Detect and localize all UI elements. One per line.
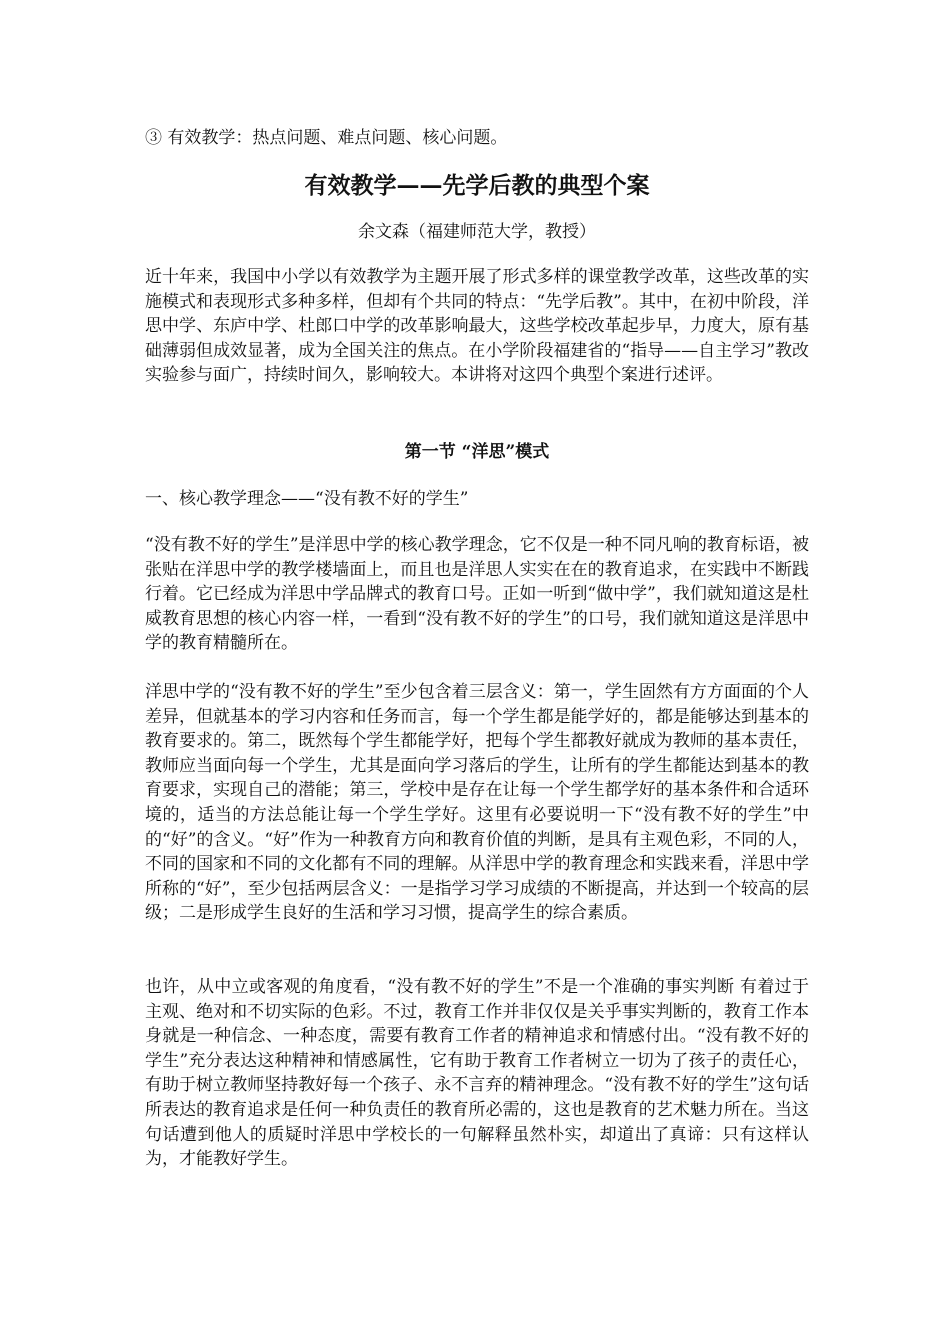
article-title: 有效教学——先学后教的典型个案 xyxy=(304,172,650,199)
paragraph-meanings: 洋思中学的“没有教不好的学生”至少包含着三层含义：第一，学生固然有方方面面的个人差异，但就基本的学习内容和任务而言，每一个学生都是能学好的，都是能够达到基本的教育要求的。第二，既然每个学生都能学好，把每个学生都教好就成为教师的基本责任，教师应当面向每一个学生，尤其是面向学习落后的学生，让所有的学生都能达到基本的教育要求，实现自己的潜能；第三，学校中是存在让每一个学生都学好的基本条件和合适环境的，适当的方法总能让每一个学生学好。这里有必要说明一下“没有教不好的学生”中的“好”的含义。“好”作为一种教育方向和教育价值的判断，是具有主观色彩，不同的人，不同的国家和不同的文化都有不同的理解。从洋思中学的教育理念和实践来看，洋思中学所称的“好”，至少包括两层含义：一是指学习学习成绩的不断提高，并达到一个较高的层级；二是形成学生良好的生活和学习习惯，提高学生的综合素质。 xyxy=(145,682,809,924)
section-title: 第一节 “洋思”模式 xyxy=(404,442,550,462)
paragraph-slogan: “没有教不好的学生”是洋思中学的核心教学理念，它不仅是一种不同凡响的教育标语，被张贴在洋思中学的教学楼墙面上，而且也是洋思人实实在在的教育追求，在实践中不断践行着。它已经成为洋思中学品牌式的教育口号。正如一听到“做中学”，我们就知道这是杜威教育思想的核心内容一样，一看到“没有教不好的学生”的口号，我们就知道这是洋思中学的教育精髓所在。 xyxy=(145,535,809,654)
paragraph-perspective: 也许，从中立或客观的角度看，“没有教不好的学生”不是一个准确的事实判断 有着过于主观、绝对和不切实际的色彩。不过，教育工作并非仅仅是关乎事实判断的，教育工作本身就是一种信念、一种态度，需要有教育工作者的精神追求和情感付出。“没有教不好的学生”充分表达这种精神和情感属性，它有助于教育工作者树立一切为了孩子的责任心，有助于树立教师坚持教好每一个孩子、永不言弃的精神理念。“没有教不好的学生”这句话所表达的教育追求是任何一种负责任的教育所必需的，这也是教育的艺术魅力所在。当这句话遭到他人的质疑时洋思中学校长的一句解释虽然朴实，却道出了真谛：只有这样认为，才能教好学生。 xyxy=(145,977,809,1170)
subheading: 一、核心教学理念——“没有教不好的学生” xyxy=(145,489,469,509)
paragraph-intro: 近十年来，我国中小学以有效教学为主题开展了形式多样的课堂教学改革，这些改革的实施模式和表现形式多种多样，但却有个共同的特点：“先学后教”。其中，在初中阶段，洋思中学、东庐中学、杜郎口中学的改革影响最大，这些学校改革起步早，力度大，原有基础薄弱但成效显著，成为全国关注的焦点。在小学阶段福建省的“指导——自主学习”教改实验参与面广，持续时间久，影响较大。本讲将对这四个典型个案进行述评。 xyxy=(145,267,809,386)
author-line: 余文森（福建师范大学，教授） xyxy=(358,222,596,242)
intro-line: ③ 有效教学：热点问题、难点问题、核心问题。 xyxy=(145,128,508,148)
